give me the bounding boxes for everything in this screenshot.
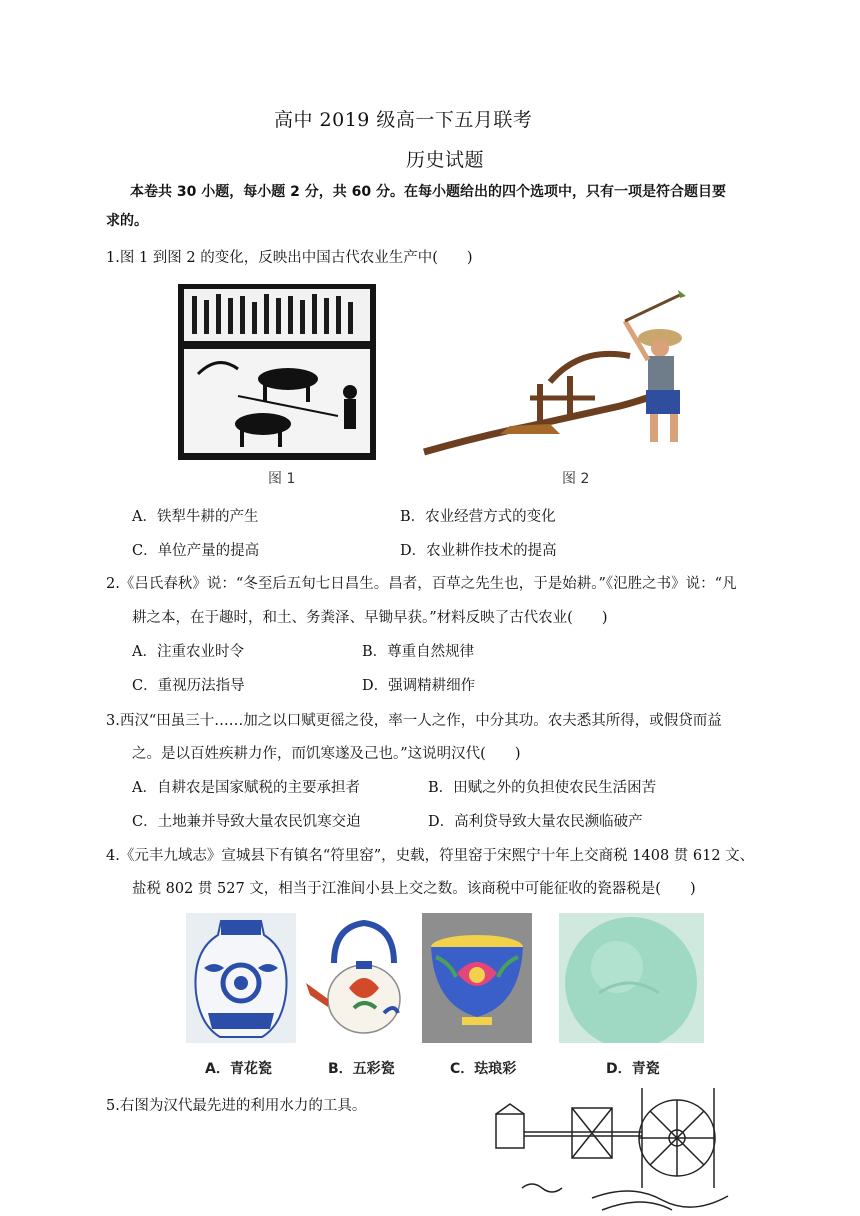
q4-line-2: 盐税 802 贯 527 文，相当于江淮间小县上交之数。该商税中可能征收的瓷器税是( )	[132, 881, 696, 897]
q3-line-1: 3.西汉“田虽三十……加之以口赋更徭之役，率一人之作，中分其功。农夫悉其所得，或假贷而益	[106, 713, 722, 729]
q3-option-d: D．高利贷导致大量农民濒临破产	[428, 814, 643, 830]
q2-option-a: A．注重农业时令	[132, 644, 244, 660]
q2-option-c: C．重视历法指导	[132, 678, 245, 694]
instructions-line-1: 本卷共 30 小题，每小题 2 分，共 60 分。在每小题给出的四个选项中，只有一项是符合题目要	[130, 184, 726, 200]
q2-option-d: D．强调精耕细作	[362, 678, 476, 694]
q2-option-b: B．尊重自然规律	[362, 644, 475, 660]
q4-caption-d: D．青瓷	[606, 1061, 660, 1077]
q3-option-c: C．土地兼并导致大量农民饥寒交迫	[132, 814, 361, 830]
q4-image-wucai-porcelain	[304, 913, 414, 1043]
q1-figure-1	[178, 284, 376, 460]
q4-caption-b: B．五彩瓷	[328, 1061, 395, 1077]
exam-subtitle: 历史试题	[406, 149, 485, 171]
q3-line-2: 之。是以百姓疾耕力作，而饥寒遂及己也。”这说明汉代( )	[132, 746, 521, 762]
q5-figure-water-bellows	[492, 1088, 732, 1216]
q1-option-c: C．单位产量的提高	[132, 543, 260, 559]
q3-option-b: B．田赋之外的负担使农民生活困苦	[428, 780, 657, 796]
q4-line-1: 4.《元丰九域志》宣城县下有镇名“符里窑”，史载，符里窑于宋熙宁十年上交商税 1408 贯 612 文、	[106, 848, 755, 864]
exam-title: 高中 2019 级高一下五月联考	[274, 109, 533, 131]
q1-option-b: B．农业经营方式的变化	[400, 509, 556, 525]
q4-image-celadon-porcelain	[559, 913, 704, 1043]
q4-caption-a: A．青花瓷	[205, 1061, 272, 1077]
q1-figure-1-caption: 图 1	[268, 471, 296, 487]
q1-option-a: A．铁犁牛耕的产生	[132, 509, 259, 525]
q1-figure-2	[420, 286, 718, 458]
q3-option-a: A．自耕农是国家赋税的主要承担者	[132, 780, 360, 796]
q2-line-2: 耕之本，在于趣时，和土、务粪泽、早锄早获。”材料反映了古代农业( )	[132, 610, 608, 626]
q1-figure-2-caption: 图 2	[562, 471, 590, 487]
q1-option-d: D．农业耕作技术的提高	[400, 543, 557, 559]
q4-image-enamel-porcelain	[422, 913, 532, 1043]
q4-image-blue-white-porcelain	[186, 913, 296, 1043]
q1-stem: 1.图 1 到图 2 的变化，反映出中国古代农业生产中( )	[106, 250, 473, 266]
q2-line-1: 2.《吕氏春秋》说：“冬至后五旬七日昌生。昌者，百草之先生也，于是始耕。”《氾胜之书》说：“凡	[106, 576, 737, 592]
q5-stem: 5.右图为汉代最先进的利用水力的工具。	[106, 1098, 367, 1114]
instructions-line-2: 求的。	[106, 213, 148, 229]
q4-caption-c: C．珐琅彩	[450, 1061, 517, 1077]
